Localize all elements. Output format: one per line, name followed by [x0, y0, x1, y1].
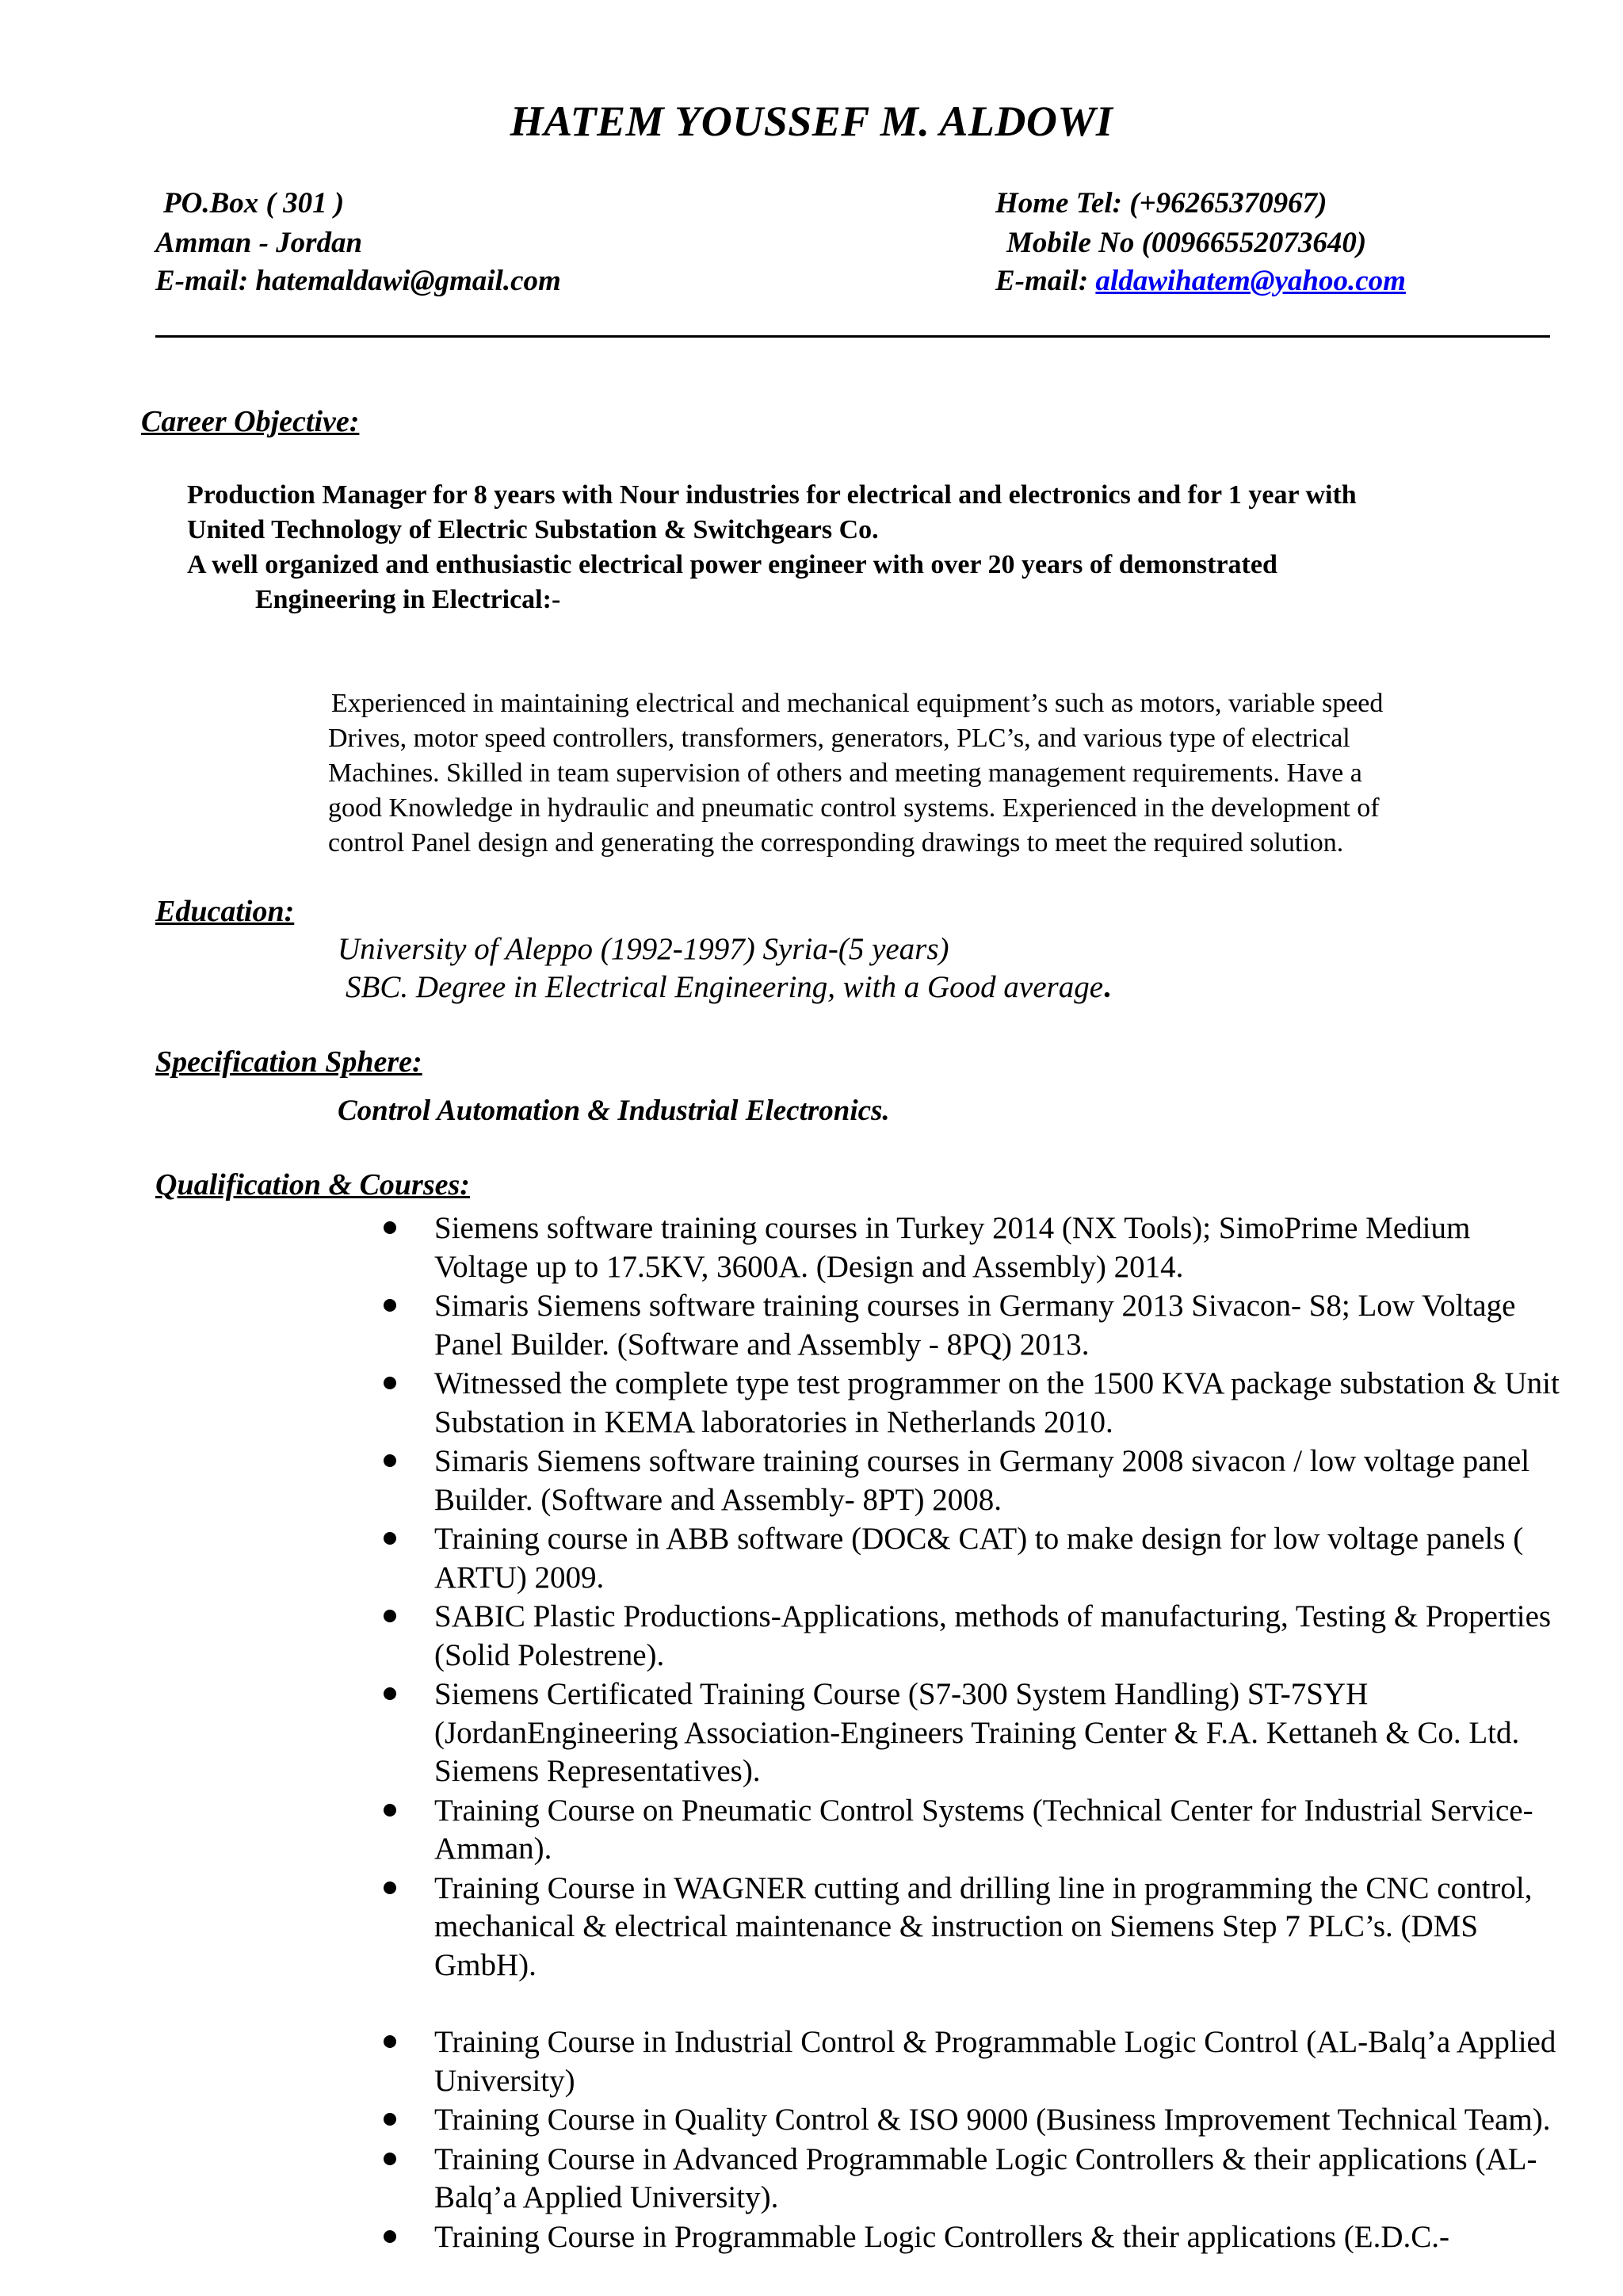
career-line-3: A well organized and enthusiastic electrical power engineer with over 20 years of demonstrated — [187, 550, 1277, 579]
bullet-icon — [384, 1221, 396, 1234]
email-secondary — [995, 262, 1406, 301]
bullet-icon — [384, 1804, 396, 1817]
list-item: Training Course in Industrial Control & Programmable Logic Control (AL-Balq’a Applied University) — [379, 2023, 1568, 2100]
education-degree — [346, 968, 1111, 1007]
header-divider — [155, 335, 1550, 338]
career-line-2: United Technology of Electric Substation & Switchgears Co. — [187, 515, 879, 544]
list-item: Witnessed the complete type test programmer on the 1500 KVA package substation & Unit Substation in KEMA laboratories in Netherlands 2010. — [379, 1365, 1568, 1442]
qualifications-list — [379, 1209, 1568, 2257]
bullet-icon — [384, 1299, 396, 1312]
bullet-icon — [384, 1687, 396, 1700]
specification-text: Control Automation & Industrial Electronics. — [338, 1095, 890, 1127]
email-secondary-label: E-mail: — [995, 265, 1089, 297]
bullet-icon — [384, 1532, 396, 1545]
bullet-icon — [384, 2230, 396, 2243]
bullet-icon — [384, 2035, 396, 2048]
education-heading: Education: — [155, 895, 295, 928]
home-tel: Home Tel: (+96265370967) — [995, 187, 1327, 220]
summary-line-3: Machines. Skilled in team supervision of others and meeting management requirements. Have a — [328, 758, 1362, 788]
summary-line-5: control Panel design and generating the corresponding drawings to meet the required solution. — [328, 828, 1344, 858]
career-line-4: Engineering in Electrical:- — [255, 585, 561, 614]
po-box: PO.Box ( 301 ) — [163, 187, 345, 220]
bullet-icon — [384, 2153, 396, 2165]
email-secondary-link[interactable]: aldawihatem@yahoo.com — [1095, 265, 1406, 297]
qualifications-heading: Qualification & Courses: — [155, 1168, 470, 1201]
list-item: Siemens Certificated Training Course (S7-300 System Handling) ST-7SYH (JordanEngineering Association-Engineers Training Center & F.A. Kettaneh & Co. Ltd. Siemens Representatives). — [379, 1675, 1568, 1791]
bullet-icon — [384, 1454, 396, 1467]
education-degree-text: SBC. Degree in Electrical Engineering, with a Good average — [346, 970, 1104, 1004]
list-item: Training Course in Programmable Logic Controllers & their applications (E.D.C.- — [379, 2218, 1568, 2257]
city: Amman - Jordan — [155, 227, 363, 259]
mobile: Mobile No (00966552073640) — [1006, 227, 1367, 259]
list-item: SABIC Plastic Productions-Applications, methods of manufacturing, Testing & Properties (Solid Polestrene). — [379, 1598, 1568, 1675]
career-line-1: Production Manager for 8 years with Nour industries for electrical and electronics and for 1 year with — [187, 480, 1357, 510]
bullet-icon — [384, 1610, 396, 1622]
list-item: Training Course in WAGNER cutting and drilling line in programming the CNC control, mechanical & electrical maintenance & instruction on Siemens Step 7 PLC’s. (DMS GmbH). — [379, 1870, 1568, 1985]
specification-heading: Specification Sphere: — [155, 1045, 422, 1079]
bullet-icon — [384, 2113, 396, 2126]
summary-line-1: Experienced in maintaining electrical and mechanical equipment’s such as motors, variable speed — [331, 689, 1384, 718]
list-item: Training Course in Advanced Programmable Logic Controllers & their applications (AL-Balq’a Applied University). — [379, 2141, 1568, 2218]
education-university: University of Aleppo (1992-1997) Syria-(5 years) — [338, 932, 949, 966]
bullet-icon — [384, 1377, 396, 1389]
list-item: Training Course on Pneumatic Control Systems (Technical Center for Industrial Service-Amman). — [379, 1792, 1568, 1869]
bullet-icon — [384, 1881, 396, 1894]
list-item: Simaris Siemens software training courses in Germany 2008 sivacon / low voltage panel Builder. (Software and Assembly- 8PT) 2008. — [379, 1442, 1568, 1519]
summary-line-2: Drives, motor speed controllers, transformers, generators, PLC’s, and various type of electrical — [328, 724, 1350, 753]
list-item: Simaris Siemens software training courses in Germany 2013 Sivacon- S8; Low Voltage Panel Builder. (Software and Assembly - 8PQ) 2013. — [379, 1287, 1568, 1364]
summary-line-4: good Knowledge in hydraulic and pneumatic control systems. Experienced in the development of — [328, 793, 1380, 823]
email-primary: E-mail: hatemaldawi@gmail.com — [155, 265, 561, 297]
career-objective-heading: Career Objective: — [141, 405, 360, 438]
list-item: Siemens software training courses in Turkey 2014 (NX Tools); SimoPrime Medium Voltage up to 17.5KV, 3600A. (Design and Assembly) 2014. — [379, 1209, 1568, 1286]
resume-name: HATEM YOUSSEF M. ALDOWI — [510, 97, 1113, 145]
list-item: Training Course in Quality Control & ISO 9000 (Business Improvement Technical Team). — [379, 2101, 1568, 2140]
education-degree-end: . — [1103, 970, 1111, 1004]
list-item: Training course in ABB software (DOC& CAT) to make design for low voltage panels ( ARTU) 2009. — [379, 1520, 1568, 1597]
